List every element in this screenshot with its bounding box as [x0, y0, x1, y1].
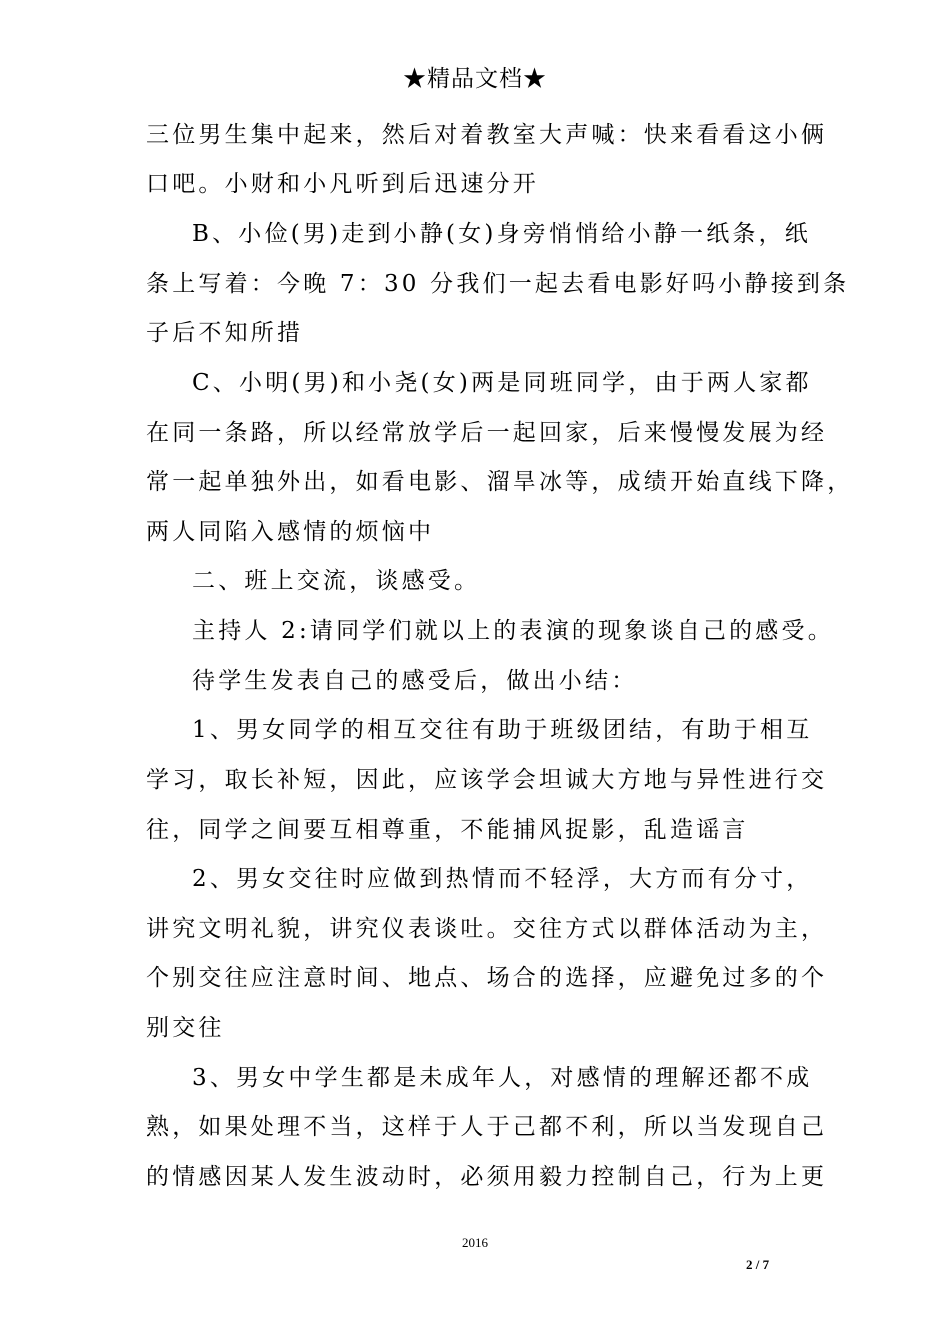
- body-line: 3、男女中学生都是未成年人，对感情的理解还都不成: [192, 1065, 813, 1091]
- body-line: 熟，如果处理不当，这样于人于己都不利，所以当发现自己: [146, 1114, 828, 1140]
- page-header-title: ★精品文档★: [403, 66, 547, 92]
- body-line: 的情感因某人发生波动时，必须用毅力控制自己，行为上更: [146, 1164, 828, 1190]
- body-line: 个别交往应注意时间、地点、场合的选择，应避免过多的个: [146, 965, 828, 991]
- body-line: 主持人 2:请同学们就以上的表演的现象谈自己的感受。: [192, 618, 834, 644]
- footer-year: 2016: [462, 1235, 488, 1250]
- body-line: 待学生发表自己的感受后，做出小结：: [192, 668, 638, 694]
- body-line: B、小俭(男)走到小静(女)身旁悄悄给小静一纸条，纸: [192, 221, 811, 247]
- body-line: 常一起单独外出，如看电影、溜旱冰等，成绩开始直线下降，: [146, 469, 854, 495]
- page-number: 2 / 7: [746, 1257, 770, 1272]
- body-line: 口吧。小财和小凡听到后迅速分开: [146, 171, 539, 197]
- body-line: 子后不知所措: [146, 320, 304, 346]
- body-line: 条上写着：今晚 7：30 分我们一起去看电影好吗小静接到条: [146, 271, 850, 297]
- body-line: 三位男生集中起来，然后对着教室大声喊：快来看看这小俩: [146, 122, 828, 148]
- body-line: 二、班上交流，谈感受。: [192, 568, 481, 594]
- body-line: 2、男女交往时应做到热情而不轻浮，大方而有分寸，: [192, 866, 813, 892]
- body-line: 学习，取长补短，因此，应该学会坦诚大方地与异性进行交: [146, 767, 828, 793]
- body-line: 讲究文明礼貌，讲究仪表谈吐。交往方式以群体活动为主，: [146, 916, 828, 942]
- body-line: C、小明(男)和小尧(女)两是同班同学，由于两人家都: [192, 370, 812, 396]
- body-line: 1、男女同学的相互交往有助于班级团结，有助于相互: [192, 717, 813, 743]
- body-line: 往，同学之间要互相尊重，不能捕风捉影，乱造谣言: [146, 817, 749, 843]
- body-line: 在同一条路，所以经常放学后一起回家，后来慢慢发展为经: [146, 420, 828, 446]
- body-line: 两人同陷入感情的烦恼中: [146, 519, 435, 545]
- body-line: 别交往: [146, 1015, 225, 1041]
